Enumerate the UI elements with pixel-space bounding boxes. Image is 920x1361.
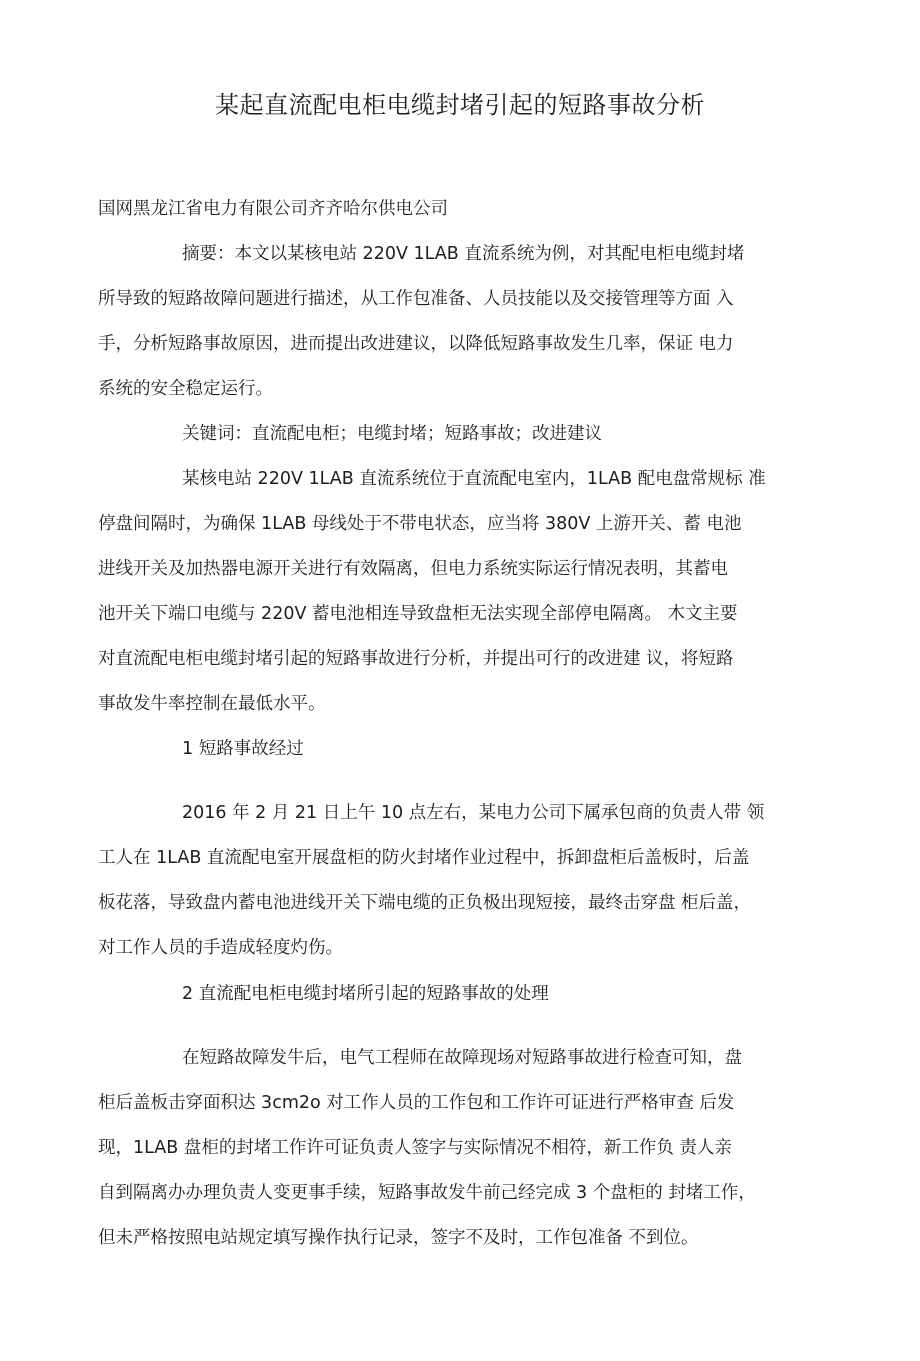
paragraph-line: 对工作人员的手造成轻度灼伤。: [98, 938, 343, 958]
abstract-line: 所导致的短路故障问题进行描述，从工作包准备、人员技能以及交接管理等方面 入: [98, 289, 734, 309]
abstract-line: 摘要：本文以某核电站 220V 1LAB 直流系统为例，对其配电柜电缆封堵: [182, 244, 745, 264]
section-heading: 2 直流配电柜电缆封堵所引起的短路事故的处理: [182, 984, 549, 1004]
abstract-line: 手，分析短路事故原因，进而提出改进建议，以降低短路事故发生几率，保证 电力: [98, 334, 734, 354]
paragraph-line: 工人在 1LAB 直流配电室开展盘柜的防火封堵作业过程中，拆卸盘柜后盖板时，后盖: [98, 848, 750, 868]
section-heading: 1 短路事故经过: [182, 739, 304, 759]
paragraph-line: 在短路故障发牛后，电气工程师在故障现场对短路事故进行检查可知，盘: [182, 1048, 742, 1068]
paragraph-line: 进线开关及加热器电源开关进行有效隔离，但电力系统实际运行情况表明，其蓄电: [98, 559, 728, 579]
affiliation-line: 国网黑龙江省电力有限公司齐齐哈尔供电公司: [98, 199, 448, 219]
paragraph-line: 自到隔离办办理负责人变更事手续，短路事故发牛前己经完成 3 个盘柜的 封堵工作，: [98, 1183, 756, 1203]
paragraph-line: 板花落，导致盘内蓄电池进线开关下端电缆的正负极出现短接，最终击穿盘 柜后盖，: [98, 893, 752, 913]
paragraph-line: 但未严格按照电站规定填写操作执行记录，签字不及时，工作包准备 不到位。: [98, 1228, 699, 1248]
paragraph-line: 事故发牛率控制在最低水平。: [98, 694, 326, 714]
keywords-line: 关键词：直流配电柜；电缆封堵；短路事故；改进建议: [182, 424, 602, 444]
paragraph-line: 对直流配电柜电缆封堵引起的短路事故进行分析，并提出可行的改进建 议，将短路: [98, 649, 734, 669]
document-title: 某起直流配电柜电缆封堵引起的短路事故分析: [215, 91, 705, 119]
abstract-line: 系统的安全稳定运行。: [98, 379, 273, 399]
paragraph-line: 2016 年 2 月 21 日上午 10 点左右，某电力公司下属承包商的负责人带 领: [182, 803, 765, 823]
paragraph-line: 某核电站 220V 1LAB 直流系统位于直流配电室内，1LAB 配电盘常规标 准: [182, 469, 766, 489]
paragraph-line: 现，1LAB 盘柜的封堵工作许可证负责人签字与实际情况不相符，新工作负 责人亲: [98, 1138, 732, 1158]
paragraph-line: 池开关下端口电缆与 220V 蓄电池相连导致盘柜无法实现全部停电隔离。 木文主要: [98, 604, 738, 624]
paragraph-line: 停盘间隔时，为确保 1LAB 母线处于不带电状态，应当将 380V 上游开关、蓄 电池: [98, 514, 742, 534]
paragraph-line: 柜后盖板击穿面积达 3cm2o 对工作人员的工作包和工作许可证进行严格审查 后发: [98, 1093, 735, 1113]
